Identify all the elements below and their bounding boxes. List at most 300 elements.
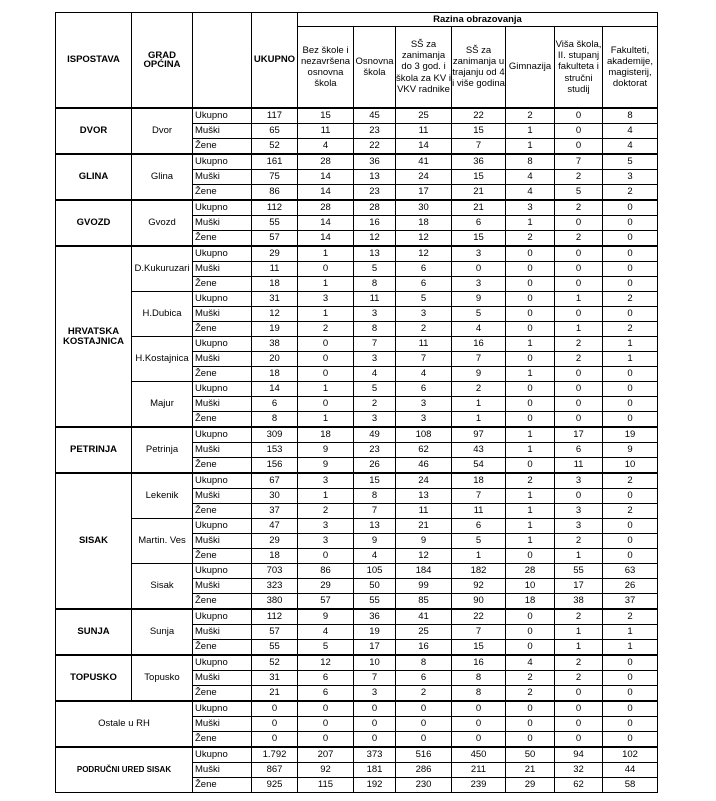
row-label: Žene: [193, 185, 252, 201]
ispostava-cell: GLINA: [56, 154, 132, 200]
value-cell: 3: [452, 277, 506, 292]
value-cell: 3: [298, 473, 354, 489]
value-cell: 5: [555, 185, 603, 201]
value-cell: 1: [506, 124, 555, 139]
value-cell: 58: [603, 778, 658, 793]
ispostava-cell: Ostale u RH: [56, 701, 193, 747]
value-cell: 26: [354, 458, 396, 474]
value-cell: 15: [298, 108, 354, 124]
value-cell: 24: [396, 170, 452, 185]
value-cell: 0: [506, 458, 555, 474]
row-label: Muški: [193, 124, 252, 139]
value-cell: 8: [452, 671, 506, 686]
row-label: Muški: [193, 307, 252, 322]
value-cell: 0: [603, 732, 658, 748]
value-cell: 2: [603, 609, 658, 625]
value-cell: 0: [298, 367, 354, 382]
value-cell: 4: [354, 549, 396, 564]
row-label: Muški: [193, 397, 252, 412]
value-cell: 0: [555, 139, 603, 155]
value-cell: 1: [452, 412, 506, 428]
ispostava-cell: GVOZD: [56, 200, 132, 246]
value-cell: 32: [555, 763, 603, 778]
row-label: Ukupno: [193, 473, 252, 489]
value-cell: 11: [452, 504, 506, 519]
value-cell: 2: [396, 322, 452, 337]
value-cell: 9: [354, 534, 396, 549]
value-cell: 25: [396, 625, 452, 640]
value-cell: 17: [555, 579, 603, 594]
header-level-3: SŠ za zanimanja do 3 god. i škola za KV i VKV radnike: [396, 27, 452, 109]
row-label: Muški: [193, 262, 252, 277]
value-cell: 1: [603, 337, 658, 352]
table-row: [56, 292, 658, 307]
value-cell: 6: [396, 277, 452, 292]
value-cell: 6: [396, 262, 452, 277]
value-cell: 0: [603, 262, 658, 277]
value-cell: 9: [452, 292, 506, 307]
value-cell: 3: [298, 534, 354, 549]
value-cell: 0: [452, 262, 506, 277]
value-cell: 92: [452, 579, 506, 594]
value-cell: 0: [603, 277, 658, 292]
value-cell: 1: [298, 246, 354, 262]
value-cell: 11: [396, 504, 452, 519]
value-cell: 86: [298, 564, 354, 579]
total-cell: 47: [252, 519, 298, 534]
value-cell: 4: [506, 170, 555, 185]
row-label: Ukupno: [193, 337, 252, 352]
value-cell: 0: [603, 717, 658, 732]
value-cell: 0: [396, 732, 452, 748]
value-cell: 0: [354, 732, 396, 748]
row-label: Ukupno: [193, 701, 252, 717]
grad-cell: H.Dubica: [132, 292, 193, 337]
value-cell: 2: [555, 609, 603, 625]
value-cell: 0: [506, 412, 555, 428]
value-cell: 0: [452, 701, 506, 717]
value-cell: 184: [396, 564, 452, 579]
value-cell: 97: [452, 427, 506, 443]
total-cell: 0: [252, 732, 298, 748]
row-label: Muški: [193, 216, 252, 231]
value-cell: 13: [354, 519, 396, 534]
value-cell: 516: [396, 747, 452, 763]
value-cell: 0: [603, 519, 658, 534]
value-cell: 1: [506, 216, 555, 231]
value-cell: 6: [452, 216, 506, 231]
value-cell: 2: [506, 231, 555, 247]
value-cell: 6: [452, 519, 506, 534]
grad-cell: Lekenik: [132, 473, 193, 519]
value-cell: 36: [354, 154, 396, 170]
value-cell: 2: [354, 397, 396, 412]
total-cell: 18: [252, 367, 298, 382]
education-level-table: [55, 12, 658, 793]
value-cell: 12: [396, 246, 452, 262]
value-cell: 0: [506, 701, 555, 717]
row-label: Ukupno: [193, 200, 252, 216]
header-level-6: Viša škola, II. stupanj fakulteta i stručni studij: [555, 27, 603, 109]
value-cell: 5: [354, 382, 396, 397]
table-header: [56, 13, 658, 109]
row-label: Žene: [193, 367, 252, 382]
value-cell: 21: [452, 185, 506, 201]
value-cell: 2: [603, 504, 658, 519]
value-cell: 24: [396, 473, 452, 489]
total-cell: 19: [252, 322, 298, 337]
value-cell: 1: [555, 549, 603, 564]
value-cell: 8: [354, 322, 396, 337]
value-cell: 4: [354, 367, 396, 382]
value-cell: 2: [603, 185, 658, 201]
total-cell: 925: [252, 778, 298, 793]
value-cell: 7: [354, 504, 396, 519]
value-cell: 14: [298, 216, 354, 231]
value-cell: 25: [396, 108, 452, 124]
value-cell: 1: [452, 549, 506, 564]
value-cell: 8: [506, 154, 555, 170]
value-cell: 0: [298, 549, 354, 564]
value-cell: 6: [555, 443, 603, 458]
grad-cell: Glina: [132, 154, 193, 200]
row-label: Žene: [193, 732, 252, 748]
header-level-2: Osnovna škola: [354, 27, 396, 109]
value-cell: 46: [396, 458, 452, 474]
value-cell: 1: [298, 307, 354, 322]
value-cell: 11: [396, 124, 452, 139]
value-cell: 85: [396, 594, 452, 610]
value-cell: 21: [396, 519, 452, 534]
value-cell: 3: [396, 307, 452, 322]
value-cell: 2: [555, 352, 603, 367]
value-cell: 0: [506, 640, 555, 656]
value-cell: 2: [555, 170, 603, 185]
value-cell: 15: [354, 473, 396, 489]
value-cell: 5: [396, 292, 452, 307]
table-row: [56, 427, 658, 443]
value-cell: 37: [603, 594, 658, 610]
value-cell: 3: [452, 246, 506, 262]
value-cell: 0: [506, 549, 555, 564]
value-cell: 17: [396, 185, 452, 201]
value-cell: 2: [555, 231, 603, 247]
value-cell: 41: [396, 154, 452, 170]
value-cell: 0: [555, 382, 603, 397]
value-cell: 0: [506, 717, 555, 732]
value-cell: 230: [396, 778, 452, 793]
ispostava-cell: TOPUSKO: [56, 655, 132, 701]
value-cell: 0: [555, 216, 603, 231]
value-cell: 0: [506, 609, 555, 625]
value-cell: 36: [354, 609, 396, 625]
value-cell: 45: [354, 108, 396, 124]
row-label: Žene: [193, 686, 252, 702]
value-cell: 108: [396, 427, 452, 443]
value-cell: 11: [396, 337, 452, 352]
value-cell: 6: [298, 671, 354, 686]
value-cell: 2: [603, 322, 658, 337]
value-cell: 4: [506, 655, 555, 671]
value-cell: 0: [298, 352, 354, 367]
value-cell: 0: [555, 412, 603, 428]
value-cell: 94: [555, 747, 603, 763]
value-cell: 0: [298, 337, 354, 352]
value-cell: 0: [354, 701, 396, 717]
value-cell: 0: [603, 534, 658, 549]
value-cell: 0: [555, 717, 603, 732]
value-cell: 0: [298, 717, 354, 732]
value-cell: 1: [298, 489, 354, 504]
value-cell: 13: [354, 246, 396, 262]
row-label: Ukupno: [193, 154, 252, 170]
value-cell: 192: [354, 778, 396, 793]
value-cell: 0: [603, 671, 658, 686]
value-cell: 14: [298, 170, 354, 185]
grad-cell: Dvor: [132, 108, 193, 154]
value-cell: 0: [396, 717, 452, 732]
table-body: [56, 108, 658, 793]
value-cell: 3: [555, 519, 603, 534]
header-ispostava: ISPOSTAVA: [56, 13, 132, 109]
value-cell: 9: [298, 443, 354, 458]
value-cell: 0: [555, 262, 603, 277]
value-cell: 3: [396, 397, 452, 412]
value-cell: 15: [452, 231, 506, 247]
grad-cell: H.Kostajnica: [132, 337, 193, 382]
value-cell: 8: [396, 655, 452, 671]
value-cell: 30: [396, 200, 452, 216]
value-cell: 23: [354, 124, 396, 139]
value-cell: 7: [452, 625, 506, 640]
value-cell: 62: [396, 443, 452, 458]
total-cell: 38: [252, 337, 298, 352]
header-razina-obrazovanja: Razina obrazovanja: [298, 13, 658, 27]
value-cell: 3: [396, 412, 452, 428]
value-cell: 18: [396, 216, 452, 231]
row-label: Muški: [193, 170, 252, 185]
total-cell: 52: [252, 655, 298, 671]
table-row: [56, 337, 658, 352]
total-cell: 30: [252, 489, 298, 504]
value-cell: 115: [298, 778, 354, 793]
value-cell: 3: [298, 519, 354, 534]
value-cell: 1: [555, 640, 603, 656]
value-cell: 8: [354, 489, 396, 504]
value-cell: 0: [603, 367, 658, 382]
value-cell: 29: [506, 778, 555, 793]
grad-cell: Petrinja: [132, 427, 193, 473]
value-cell: 1: [298, 382, 354, 397]
row-label: Žene: [193, 458, 252, 474]
value-cell: 21: [506, 763, 555, 778]
row-label: Muški: [193, 579, 252, 594]
value-cell: 11: [555, 458, 603, 474]
value-cell: 12: [354, 231, 396, 247]
value-cell: 2: [555, 655, 603, 671]
value-cell: 0: [506, 732, 555, 748]
row-label: Ukupno: [193, 655, 252, 671]
value-cell: 9: [452, 367, 506, 382]
row-label: Ukupno: [193, 427, 252, 443]
total-cell: 57: [252, 625, 298, 640]
value-cell: 1: [555, 322, 603, 337]
total-cell: 29: [252, 246, 298, 262]
value-cell: 1: [506, 427, 555, 443]
value-cell: 6: [396, 382, 452, 397]
value-cell: 18: [452, 473, 506, 489]
value-cell: 6: [396, 671, 452, 686]
value-cell: 13: [354, 170, 396, 185]
value-cell: 16: [396, 640, 452, 656]
value-cell: 0: [555, 686, 603, 702]
value-cell: 9: [298, 458, 354, 474]
value-cell: 1: [506, 139, 555, 155]
grad-cell: Martin. Ves: [132, 519, 193, 564]
total-cell: 112: [252, 609, 298, 625]
value-cell: 1: [603, 625, 658, 640]
table-row: [56, 564, 658, 579]
value-cell: 0: [555, 277, 603, 292]
value-cell: 54: [452, 458, 506, 474]
row-label: Muški: [193, 717, 252, 732]
value-cell: 15: [452, 124, 506, 139]
value-cell: 49: [354, 427, 396, 443]
value-cell: 13: [396, 489, 452, 504]
value-cell: 2: [452, 382, 506, 397]
total-cell: 18: [252, 549, 298, 564]
value-cell: 5: [354, 262, 396, 277]
value-cell: 2: [506, 108, 555, 124]
value-cell: 0: [506, 307, 555, 322]
ispostava-cell: SISAK: [56, 473, 132, 609]
value-cell: 3: [354, 686, 396, 702]
total-cell: 65: [252, 124, 298, 139]
row-label: Ukupno: [193, 564, 252, 579]
value-cell: 0: [506, 352, 555, 367]
value-cell: 92: [298, 763, 354, 778]
value-cell: 0: [506, 397, 555, 412]
header-grad-opcina: GRAD OPĆINA: [132, 13, 193, 109]
total-cell: 18: [252, 277, 298, 292]
value-cell: 450: [452, 747, 506, 763]
value-cell: 2: [506, 473, 555, 489]
value-cell: 0: [555, 489, 603, 504]
value-cell: 28: [354, 200, 396, 216]
value-cell: 1: [603, 352, 658, 367]
row-label: Žene: [193, 594, 252, 610]
value-cell: 2: [603, 292, 658, 307]
value-cell: 239: [452, 778, 506, 793]
table-row: [56, 701, 658, 717]
value-cell: 1: [506, 534, 555, 549]
value-cell: 8: [452, 686, 506, 702]
total-cell: 703: [252, 564, 298, 579]
total-cell: 11: [252, 262, 298, 277]
row-label: Žene: [193, 504, 252, 519]
value-cell: 16: [354, 216, 396, 231]
value-cell: 0: [555, 307, 603, 322]
value-cell: 0: [555, 108, 603, 124]
value-cell: 2: [555, 337, 603, 352]
value-cell: 14: [298, 185, 354, 201]
value-cell: 99: [396, 579, 452, 594]
value-cell: 7: [452, 352, 506, 367]
table-row: [56, 519, 658, 534]
value-cell: 12: [396, 231, 452, 247]
total-cell: 14: [252, 382, 298, 397]
header-blank: [193, 13, 252, 109]
value-cell: 0: [603, 397, 658, 412]
total-cell: 380: [252, 594, 298, 610]
row-label: Ukupno: [193, 609, 252, 625]
row-label: Žene: [193, 322, 252, 337]
total-cell: 55: [252, 640, 298, 656]
value-cell: 2: [298, 322, 354, 337]
table-row: [56, 747, 658, 763]
value-cell: 1: [555, 625, 603, 640]
row-label: Ukupno: [193, 519, 252, 534]
value-cell: 2: [506, 671, 555, 686]
value-cell: 8: [603, 108, 658, 124]
value-cell: 1: [506, 337, 555, 352]
value-cell: 0: [506, 382, 555, 397]
value-cell: 1: [506, 519, 555, 534]
total-cell: 21: [252, 686, 298, 702]
total-cell: 1.792: [252, 747, 298, 763]
value-cell: 0: [555, 732, 603, 748]
header-level-4: SŠ za zanimanja u trajanju od 4 i više godina: [452, 27, 506, 109]
value-cell: 0: [452, 732, 506, 748]
value-cell: 9: [603, 443, 658, 458]
value-cell: 0: [506, 625, 555, 640]
value-cell: 1: [506, 443, 555, 458]
table-row: [56, 200, 658, 216]
value-cell: 0: [396, 701, 452, 717]
value-cell: 4: [298, 625, 354, 640]
total-cell: 75: [252, 170, 298, 185]
value-cell: 4: [298, 139, 354, 155]
value-cell: 0: [603, 307, 658, 322]
value-cell: 4: [506, 185, 555, 201]
value-cell: 19: [603, 427, 658, 443]
value-cell: 1: [555, 292, 603, 307]
row-label: Žene: [193, 640, 252, 656]
value-cell: 23: [354, 443, 396, 458]
value-cell: 10: [603, 458, 658, 474]
value-cell: 17: [354, 640, 396, 656]
total-cell: 52: [252, 139, 298, 155]
row-label: Ukupno: [193, 108, 252, 124]
header-level-7: Fakulteti, akademije, magisterij, doktorat: [603, 27, 658, 109]
total-cell: 67: [252, 473, 298, 489]
value-cell: 1: [298, 412, 354, 428]
value-cell: 0: [555, 701, 603, 717]
value-cell: 44: [603, 763, 658, 778]
value-cell: 0: [555, 124, 603, 139]
grad-cell: Topusko: [132, 655, 193, 701]
value-cell: 9: [396, 534, 452, 549]
value-cell: 28: [298, 154, 354, 170]
total-cell: 12: [252, 307, 298, 322]
value-cell: 181: [354, 763, 396, 778]
ispostava-cell: SUNJA: [56, 609, 132, 655]
value-cell: 10: [506, 579, 555, 594]
value-cell: 26: [603, 579, 658, 594]
value-cell: 0: [298, 732, 354, 748]
value-cell: 6: [298, 686, 354, 702]
value-cell: 3: [354, 352, 396, 367]
